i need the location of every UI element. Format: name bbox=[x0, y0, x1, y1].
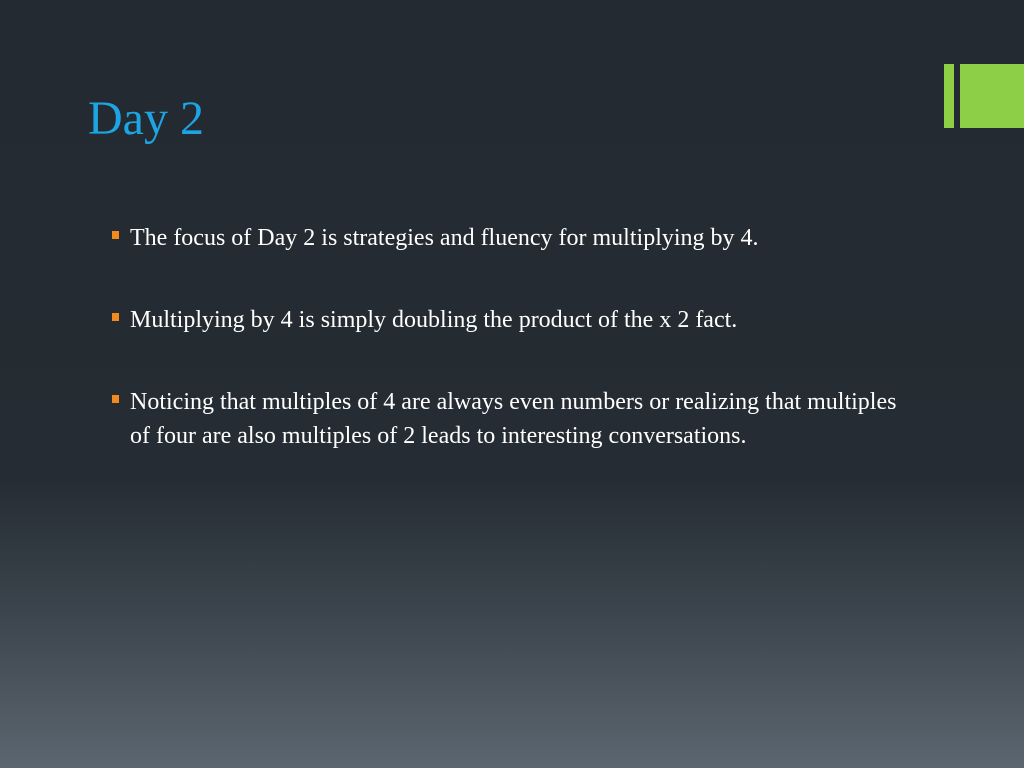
bullet-text: Noticing that multiples of 4 are always even numbers or realizing that multiples of four are also multiples of 2 leads to interesting conversations. bbox=[130, 389, 897, 449]
bullet-item bbox=[110, 303, 910, 337]
square-bullet-icon bbox=[112, 231, 119, 239]
accent-bar-thin bbox=[944, 64, 954, 128]
bullet-item bbox=[110, 221, 910, 255]
bullet-item bbox=[110, 385, 910, 453]
bullet-list bbox=[110, 221, 910, 501]
bullet-text: The focus of Day 2 is strategies and fluency for multiplying by 4. bbox=[130, 225, 759, 251]
square-bullet-icon bbox=[112, 395, 119, 403]
square-bullet-icon bbox=[112, 313, 119, 321]
accent-bar-wide bbox=[960, 64, 1024, 128]
slide-title: Day 2 bbox=[88, 92, 204, 145]
bullet-text: Multiplying by 4 is simply doubling the product of the x 2 fact. bbox=[130, 307, 738, 333]
corner-accent-decoration bbox=[944, 64, 1024, 128]
